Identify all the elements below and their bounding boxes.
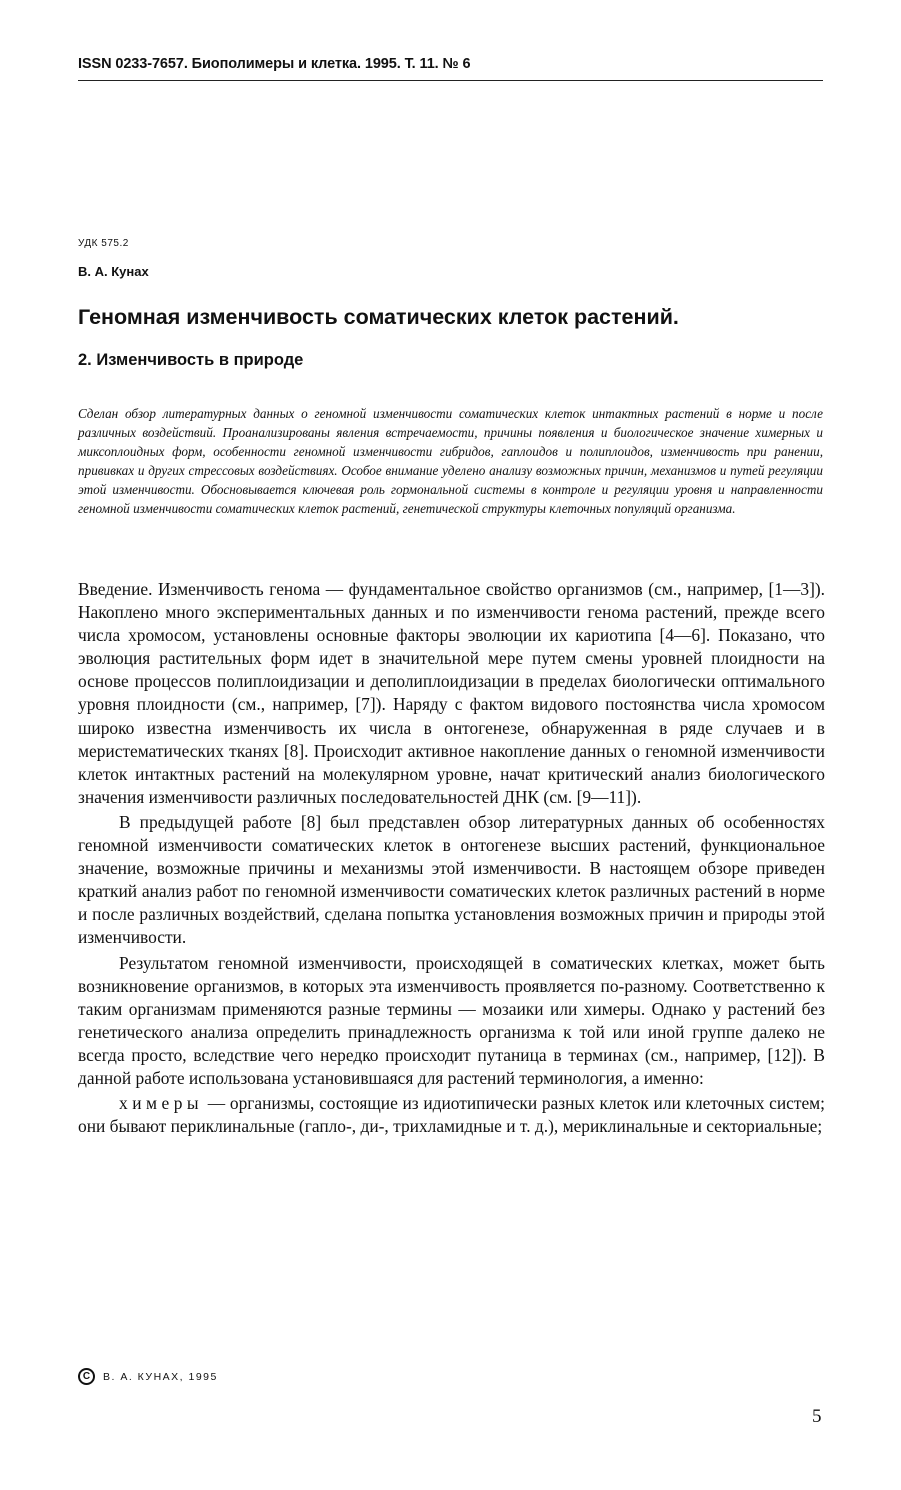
definition-term: химеры [119, 1093, 204, 1114]
journal-header: ISSN 0233-7657. Биополимеры и клетка. 1995. Т. 11. № 6 [78, 56, 471, 72]
abstract: Сделан обзор литературных данных о геномной изменчивости соматических клеток интактных растений в норме и после различных воздействий. Проанализированы явления встречаемости, причины появления и биологическое значение химерных и миксоплоидных форм, особенности геномной изменчивости гибридов, гаплоидов и полиплоидов, изменчивость при ранении, прививках и других стрессовых воздействиях. Особое внимание уделено анализу возможных причин, механизмов и путей регуляции этой изменчивости. Обосновывается ключевая роль гормональной системы в контроле и регуляции уровня и направленности геномной изменчивости соматических клеток растений, генетической структуры клеточных популяций организма. [78, 406, 823, 517]
page-number: 5 [812, 1406, 822, 1427]
copyright-icon: C [78, 1368, 95, 1385]
article-body [78, 578, 825, 1138]
article-title: Геномная изменчивость соматических клеток растений. [78, 305, 679, 329]
article-subtitle: 2. Изменчивость в природе [78, 351, 304, 369]
copyright-text: В. А. КУНАХ, 1995 [103, 1370, 218, 1383]
udk-code: УДК 575.2 [78, 238, 129, 249]
definition-chimeras [78, 1092, 825, 1138]
copyright-notice [78, 1368, 218, 1385]
definition-text: — организмы, состоящие из идиотипически разных клеток или клеточных систем; они бывают периклинальные (гапло-, ди-, трихламидные и т. д.), мериклинальные и секториальные; [78, 1093, 825, 1137]
header-divider [78, 80, 823, 81]
author-name: В. А. Кунах [78, 264, 149, 279]
paragraph-introduction: Введение. Изменчивость генома — фундаментальное свойство организмов (см., например, [1—3]). Накоплено много экспериментальных данных и по изменчивости генома растений, прежде всего числа хромосом, установлены основные факторы эволюции их кариотипа [4—6]. Показано, что эволюция растительных форм идет в значительной мере путем смены уровней плоидности на основе процессов полиплоидизации и деполиплоидизации в пределах биологически оптимального уровня плоидности (см., например, [7]). Наряду с фактом видового постоянства числа хромосом широко известна изменчивость их числа в онтогенезе, обнаруженная в ряде случаев и в меристематических тканях [8]. Происходит активное накопление данных о геномной изменчивости клеток интактных растений на молекулярном уровне, начат критический анализ биологического значения изменчивости различных последовательностей ДНК (см. [9—11]). [78, 579, 825, 807]
paragraph-previous-work: В предыдущей работе [8] был представлен обзор литературных данных об особенностях геномной изменчивости соматических клеток в онтогенезе высших растений, функциональное значение, возможные причины и механизмы этой изменчивости. В настоящем обзоре приведен краткий анализ работ по геномной изменчивости соматических клеток различных растений в норме и после различных воздействий, сделана попытка установления возможных причин и природы этой изменчивости. [78, 811, 825, 948]
paragraph-terminology: Результатом геномной изменчивости, происходящей в соматических клетках, может быть возникновение организмов, в которых эта изменчивость проявляется по-разному. Соответственно к таким организмам применяются разные термины — мозаики или химеры. Однако у растений без генетического анализа определить принадлежность организма к той или иной группе далеко не всегда просто, вследствие чего нередко происходит путаница в терминах (см., например, [12]). В данной работе использована установившаяся для растений терминология, а именно: [78, 952, 825, 1088]
